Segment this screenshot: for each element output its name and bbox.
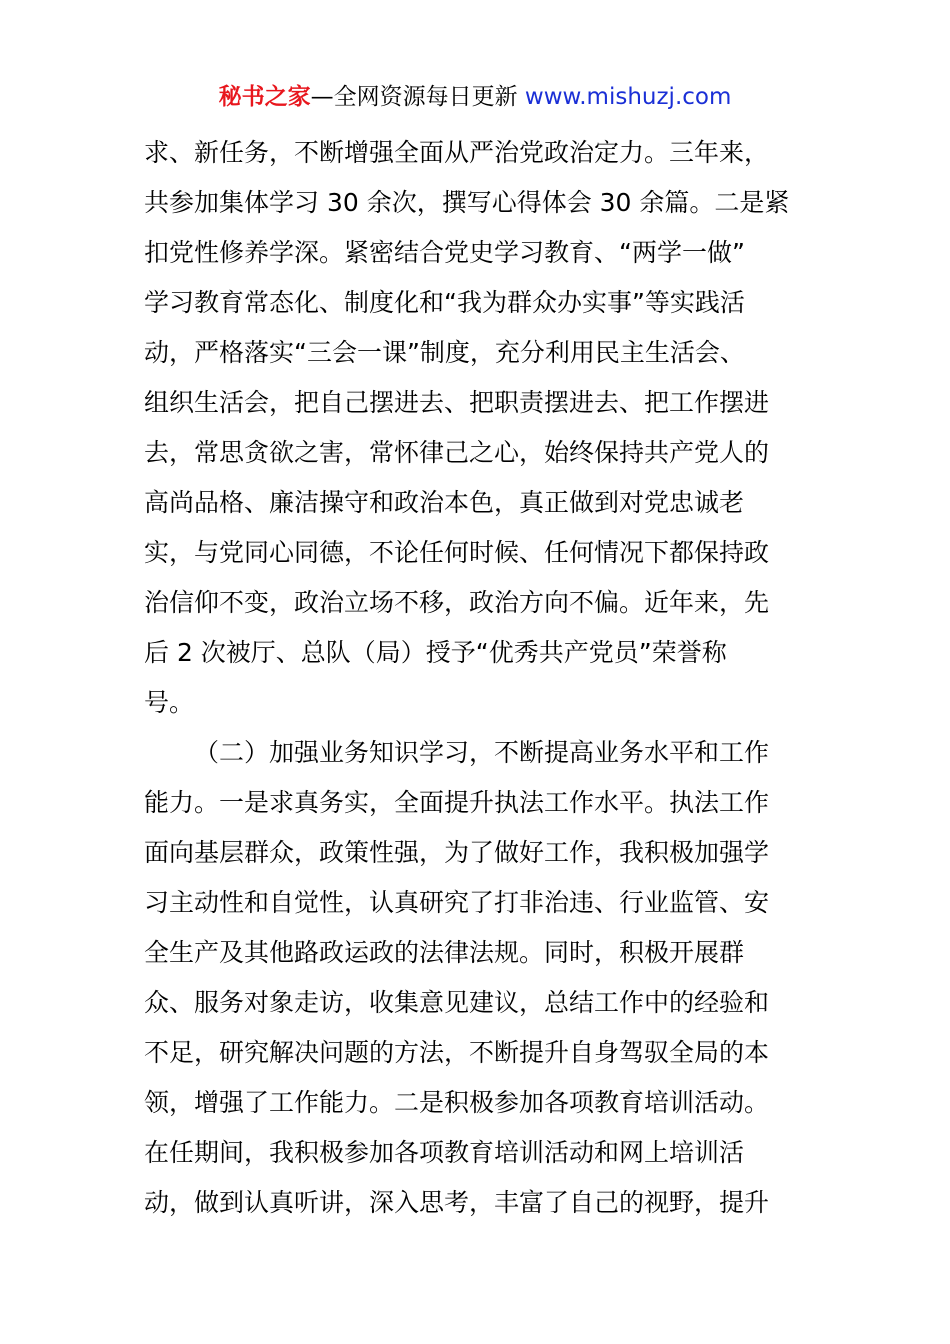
text-line: 习主动性和自觉性，认真研究了打非治违、行业监管、安 <box>144 888 770 917</box>
text-line: 动，严格落实“三会一课”制度，充分利用民主生活会、 <box>144 338 745 367</box>
text-line: 号。 <box>144 688 195 717</box>
text-line: 在任期间，我积极参加各项教育培训活动和网上培训活 <box>144 1138 745 1167</box>
section-heading-line: （二）加强业务知识学习，不断提高业务水平和工作 <box>194 738 770 767</box>
text-line: 全生产及其他路政运政的法律法规。同时，积极开展群 <box>144 938 745 967</box>
text-line: 治信仰不变，政治立场不移，政治方向不偏。近年来，先 <box>144 588 770 617</box>
text-line: 共参加集体学习 30 余次，撰写心得体会 30 余篇。二是紧 <box>144 188 790 217</box>
text-line: 去，常思贪欲之害，常怀律己之心，始终保持共产党人的 <box>144 438 770 467</box>
text-line: 能力。一是求真务实，全面提升执法工作水平。执法工作 <box>144 788 770 817</box>
text-line: 众、服务对象走访，收集意见建议，总结工作中的经验和 <box>144 988 770 1017</box>
text-line: 求、新任务，不断增强全面从严治党政治定力。三年来， <box>144 138 770 167</box>
site-url-link[interactable]: www.mishuzj.com <box>524 84 732 110</box>
document-body <box>144 128 814 1228</box>
text-line: 组织生活会，把自己摆进去、把职责摆进去、把工作摆进 <box>144 388 770 417</box>
text-line: 动，做到认真听讲，深入思考，丰富了自己的视野，提升 <box>144 1188 770 1217</box>
text-line: 实，与党同心同德，不论任何时候、任何情况下都保持政 <box>144 538 770 567</box>
text-line: 领，增强了工作能力。二是积极参加各项教育培训活动。 <box>144 1088 770 1117</box>
text-line: 后 2 次被厅、总队（局）授予“优秀共产党员”荣誉称 <box>144 638 727 667</box>
page-header <box>0 80 950 114</box>
text-line: 面向基层群众，政策性强，为了做好工作，我积极加强学 <box>144 838 770 867</box>
header-tagline: —全网资源每日更新 <box>310 84 518 110</box>
text-line: 学习教育常态化、制度化和“我为群众办实事”等实践活 <box>144 288 745 317</box>
brand-name: 秘书之家 <box>218 84 311 110</box>
text-line: 高尚品格、廉洁操守和政治本色，真正做到对党忠诚老 <box>144 488 745 517</box>
text-line: 扣党性修养学深。紧密结合党史学习教育、“两学一做” <box>144 238 745 267</box>
text-line: 不足，研究解决问题的方法，不断提升自身驾驭全局的本 <box>144 1038 770 1067</box>
